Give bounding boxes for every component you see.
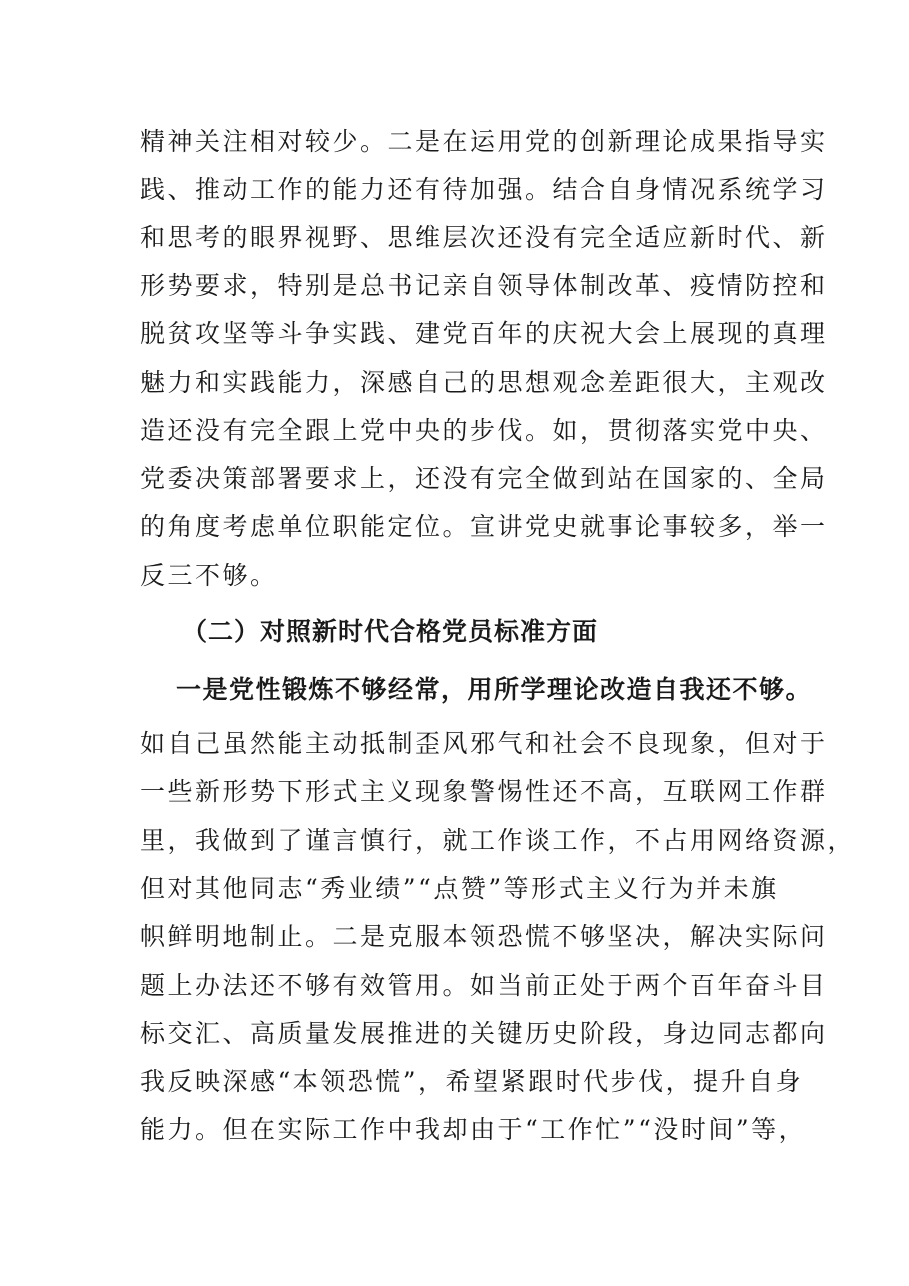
paragraph-line: 党委决策部署要求上，还没有完全做到站在国家的、全局 (140, 464, 828, 493)
paragraph-line: 一些新形势下形式主义现象警惕性还不高，互联网工作群 (140, 777, 828, 806)
paragraph-line: 和思考的眼界视野、思维层次还没有完全适应新时代、新 (140, 223, 828, 252)
paragraph-line: 帜鲜明地制止。二是克服本领恐慌不够坚决，解决实际问 (140, 922, 828, 951)
section-heading: （二）对照新时代合格党员标准方面 (182, 617, 599, 646)
paragraph-line: 的角度考虑单位职能定位。宣讲党史就事论事较多，举一 (140, 512, 828, 541)
paragraph-line: 里，我做到了谨言慎行，就工作谈工作，不占用网络资源， (140, 826, 856, 855)
paragraph-line: 题上办法还不够有效管用。如当前正处于两个百年奋斗目 (140, 971, 828, 1000)
paragraph-line: 但对其他同志“秀业绩”“点赞”等形式主义行为并未旗 (140, 874, 779, 903)
paragraph-line: 造还没有完全跟上党中央的步伐。如，贯彻落实党中央、 (140, 416, 828, 445)
paragraph-line: 形势要求，特别是总书记亲自领导体制改革、疫情防控和 (140, 271, 828, 300)
paragraph-line: 反三不够。 (140, 561, 278, 590)
paragraph-line: 能力。但在实际工作中我却由于“工作忙”“没时间”等， (140, 1115, 807, 1144)
paragraph-line: 如自己虽然能主动抵制歪风邪气和社会不良现象，但对于 (140, 729, 828, 758)
paragraph-line: 践、推动工作的能力还有待加强。结合自身情况系统学习 (140, 175, 828, 204)
paragraph-line: 精神关注相对较少。二是在运用党的创新理论成果指导实 (140, 127, 828, 156)
bold-lead-sentence: 一是党性锻炼不够经常，用所学理论改造自我还不够。 (176, 675, 813, 704)
paragraph-line: 脱贫攻坚等斗争实践、建党百年的庆祝大会上展现的真理 (140, 319, 828, 348)
paragraph-line: 魅力和实践能力，深感自己的思想观念差距很大，主观改 (140, 368, 828, 397)
paragraph-line: 标交汇、高质量发展推进的关键历史阶段，身边同志都向 (140, 1019, 828, 1048)
paragraph-line: 我反映深感“本领恐慌”，希望紧跟时代步伐，提升自身 (140, 1067, 804, 1096)
